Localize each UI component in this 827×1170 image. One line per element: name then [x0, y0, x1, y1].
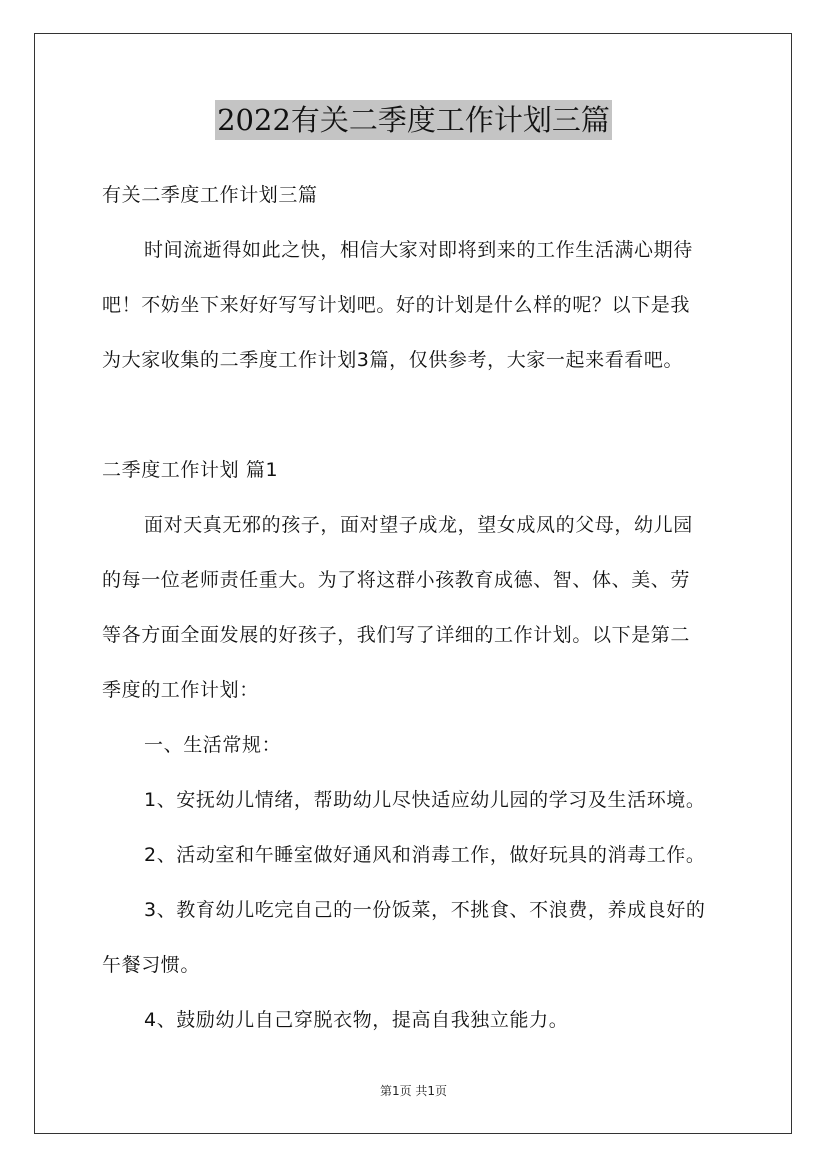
list-item: 2、活动室和午睡室做好通风和消毒工作，做好玩具的消毒工作。: [144, 844, 706, 866]
document-title: 2022有关二季度工作计划三篇: [215, 100, 612, 140]
paragraph-line: 面对天真无邪的孩子，面对望子成龙，望女成凤的父母，幼儿园: [144, 514, 693, 536]
list-item: 1、安抚幼儿情绪，帮助幼儿尽快适应幼儿园的学习及生活环境。: [144, 789, 706, 811]
page-footer: 第1页 共1页: [379, 1084, 448, 1098]
paragraph-line: 时间流逝得如此之快，相信大家对即将到来的工作生活满心期待: [144, 239, 693, 261]
list-item: 4、鼓励幼儿自己穿脱衣物，提高自我独立能力。: [144, 1009, 569, 1031]
paragraph-line: 为大家收集的二季度工作计划3篇，仅供参考，大家一起来看看吧。: [102, 349, 684, 371]
list-heading: 一、生活常规：: [144, 734, 282, 756]
paragraph-line: 等各方面全面发展的好孩子，我们写了详细的工作计划。以下是第二: [102, 624, 691, 646]
paragraph-line: 季度的工作计划：: [102, 679, 259, 701]
list-item-continuation: 午餐习惯。: [102, 954, 201, 976]
paragraph-line: 的每一位老师责任重大。为了将这群小孩教育成德、智、体、美、劳: [102, 569, 691, 591]
subtitle-line: 有关二季度工作计划三篇: [102, 184, 318, 206]
title-container: [0, 100, 827, 140]
list-item: 3、教育幼儿吃完自己的一份饭菜，不挑食、不浪费，养成良好的: [144, 899, 706, 921]
section-heading: 二季度工作计划 篇1: [102, 459, 279, 481]
paragraph-line: 吧！不妨坐下来好好写写计划吧。好的计划是什么样的呢？以下是我: [102, 294, 691, 316]
